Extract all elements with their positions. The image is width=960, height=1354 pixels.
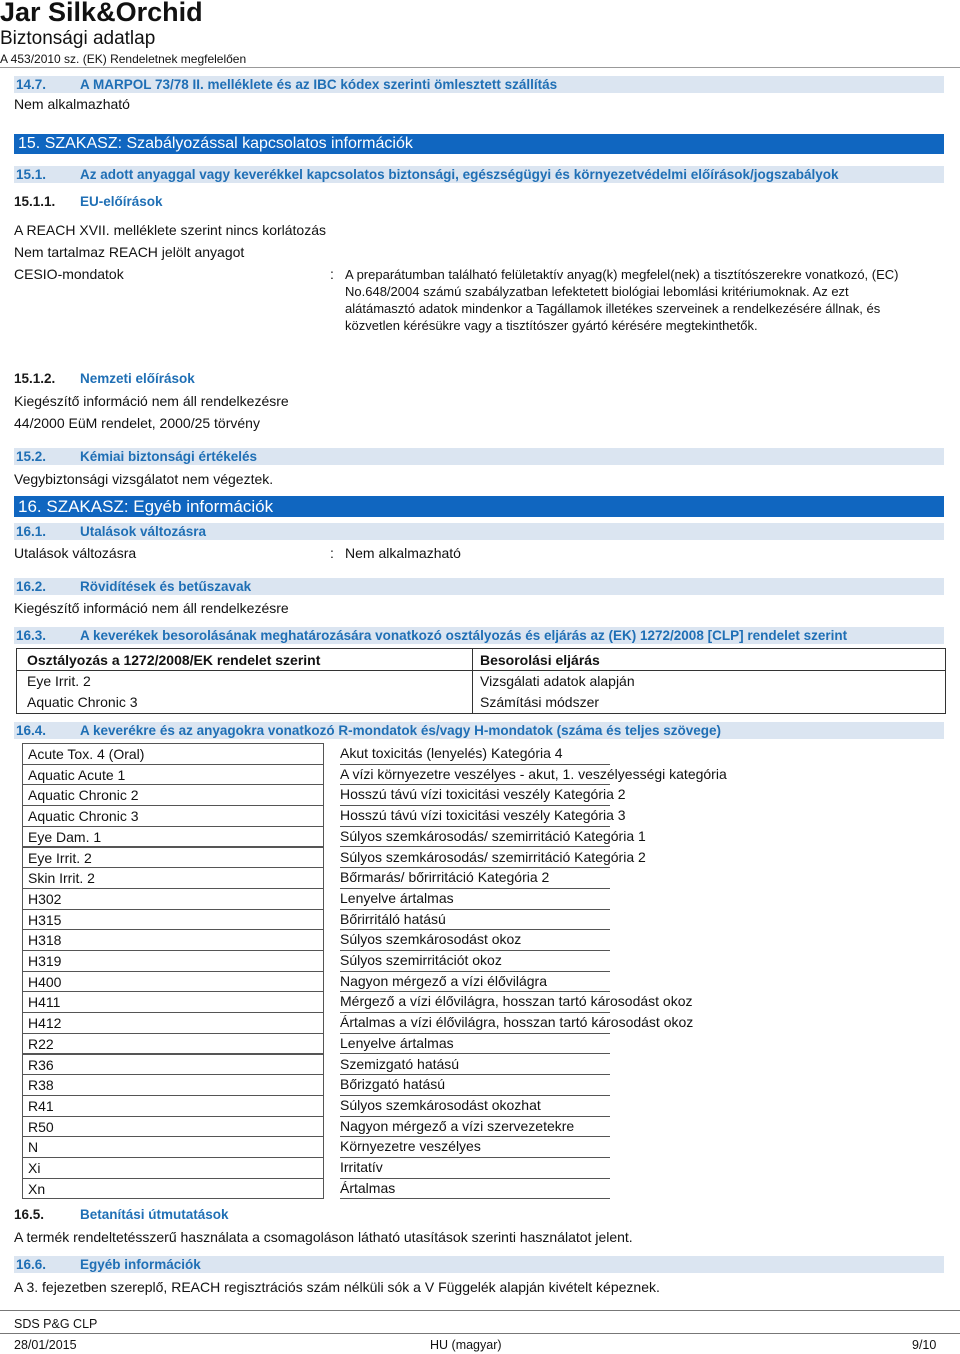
phrase-text-cell: Súlyos szemirritációt okoz (340, 950, 610, 972)
phrase-text-cell: Bőrmarás/ bőrirritáció Kategória 2 (340, 867, 610, 889)
section-16-header (14, 496, 944, 517)
phrase-code-cell: Acute Tox. 4 (Oral) (22, 743, 324, 765)
phrase-text-cell: Ártalmas a vízi élővilágra, hosszan tartó károsodást okoz (340, 1012, 610, 1034)
table-header-cell: Osztályozás a 1272/2008/EK rendelet szerint (27, 652, 321, 668)
phrase-text-cell: Súlyos szemkárosodást okoz (340, 929, 610, 951)
phrase-text-cell: Lenyelve ártalmas (340, 888, 610, 910)
phrase-code-cell: H302 (22, 888, 324, 910)
phrase-code-cell: R50 (22, 1116, 324, 1138)
national-law-text: 44/2000 EüM rendelet, 2000/25 törvény (14, 415, 260, 431)
phrase-text-cell: Mérgező a vízi élővilágra, hosszan tartó károsodást okoz (340, 991, 610, 1013)
phrase-code-cell: Skin Irrit. 2 (22, 867, 324, 889)
footer-rule (0, 1310, 960, 1311)
phrase-text-cell: Nagyon mérgező a vízi szervezetekre (340, 1116, 610, 1138)
subsection-15-1-header (14, 166, 944, 183)
product-title: Jar Silk&Orchid (0, 0, 203, 27)
subsection-number: 16.2. (16, 579, 47, 594)
cesio-label: CESIO-mondatok (14, 266, 124, 282)
subsection-16-4-header (14, 722, 944, 739)
phrase-text-cell: Nagyon mérgező a vízi élővilágra (340, 971, 610, 993)
subsection-title: Egyéb információk (80, 1257, 201, 1272)
cesio-colon: : (330, 266, 334, 282)
phrase-text-cell: Szemizgató hatású (340, 1054, 610, 1076)
subsection-number: 15.1. (16, 167, 47, 182)
cesio-line: A preparátumban található felületaktív anyag(k) megfelel(nek) a tisztítószerekre vonatkozó, (EC) (345, 267, 899, 282)
phrase-text-cell: Bőrirritáló hatású (340, 909, 610, 931)
regulation-line: A 453/2010 sz. (EK) Rendeletnek megfelelően (0, 52, 247, 66)
cesio-line: alátámasztó adatok mindenkor a Tagállamok illetékes szerveinek a rendelkezésére állnak, és (345, 301, 881, 316)
subsection-number: 16.5. (14, 1207, 45, 1222)
subsection-16-6-header (14, 1256, 944, 1273)
phrase-code-cell: Aquatic Chronic 3 (22, 805, 324, 827)
subsection-title: Kémiai biztonsági értékelés (80, 449, 258, 464)
section-title: 15. SZAKASZ: Szabályozással kapcsolatos információk (18, 135, 413, 152)
phrase-text-cell: Ártalmas (340, 1178, 610, 1200)
table-header-cell: Besorolási eljárás (480, 652, 600, 668)
phrase-code-cell: Eye Irrit. 2 (22, 847, 324, 869)
phrase-code-cell: Xn (22, 1178, 324, 1200)
table-cell: Számítási módszer (480, 694, 600, 710)
section-15-header (14, 134, 944, 154)
table-cell: Vizsgálati adatok alapján (480, 673, 635, 689)
subsection-title: Az adott anyaggal vagy keverékkel kapcsolatos biztonsági, egészségügyi és környezetvédelmi előírások/jogszabályok (80, 167, 839, 182)
changes-label: Utalások változásra (14, 545, 137, 561)
section-title: 16. SZAKASZ: Egyéb információk (18, 497, 274, 516)
phrase-code-cell: Aquatic Acute 1 (22, 764, 324, 786)
subsection-16-1-header (14, 523, 944, 540)
subsection-title: EU-előírások (80, 194, 163, 209)
cesio-line: No.648/2004 számú szabályzatban lefektetett biológiai lebomlási kritériumoknak. Az ezt (345, 284, 849, 299)
subsection-14-7-header (14, 76, 944, 93)
subsection-number: 16.1. (16, 524, 47, 539)
phrase-text-cell: Hosszú távú vízi toxicitási veszély Kategória 3 (340, 805, 610, 827)
table-divider (16, 670, 946, 671)
phrase-text-cell: A vízi környezetre veszélyes - akut, 1. veszélyességi kategória (340, 764, 610, 786)
cesio-line: közvetlen kérésükre vagy a tisztítószer gyártó kérésére megtekinthetők. (345, 318, 758, 333)
phrase-code-cell: R36 (22, 1054, 324, 1076)
phrase-text-cell: Környezetre veszélyes (340, 1136, 610, 1158)
phrase-text-cell: Bőrizgató hatású (340, 1074, 610, 1096)
phrase-text-cell: Irritatív (340, 1157, 610, 1179)
subsection-16-3-header (14, 627, 944, 644)
phrase-code-cell: Xi (22, 1157, 324, 1179)
subsection-title: Rövidítések és betűszavak (80, 579, 252, 594)
phrase-text-cell: Súlyos szemkárosodás/ szemirritáció Kategória 1 (340, 826, 610, 848)
phrase-code-cell: Eye Dam. 1 (22, 826, 324, 848)
phrase-code-cell: Aquatic Chronic 2 (22, 784, 324, 806)
phrase-text-cell: Súlyos szemkárosodást okozhat (340, 1095, 610, 1117)
subsection-number: 16.4. (16, 723, 47, 738)
phrase-code-cell: H315 (22, 909, 324, 931)
cesio-text-block (345, 266, 950, 334)
subsection-16-2-header (14, 578, 944, 595)
changes-colon: : (330, 545, 334, 561)
subsection-number: 15.1.2. (14, 371, 56, 386)
table-cell: Aquatic Chronic 3 (27, 694, 138, 710)
footer-date: 28/01/2015 (14, 1338, 77, 1352)
training-text: A termék rendeltetésszerű használata a csomagoláson látható utasítások szerinti használatot jelent. (14, 1229, 633, 1245)
reach-candidate-text: Nem tartalmaz REACH jelölt anyagot (14, 244, 245, 260)
national-info-text: Kiegészítő információ nem áll rendelkezésre (14, 393, 289, 409)
subsection-number: 16.6. (16, 1257, 47, 1272)
subsection-15-2-header (14, 448, 944, 465)
phrase-code-cell: R38 (22, 1074, 324, 1096)
phrase-code-cell: H400 (22, 971, 324, 993)
phrase-text-cell: Lenyelve ártalmas (340, 1033, 610, 1055)
phrase-code-cell: N (22, 1136, 324, 1158)
subsection-title: Utalások változásra (80, 524, 207, 539)
subsection-number: 16.3. (16, 628, 47, 643)
phrase-code-cell: R41 (22, 1095, 324, 1117)
table-cell: Eye Irrit. 2 (27, 673, 91, 689)
phrase-text-cell: Súlyos szemkárosodás/ szemirritáció Kategória 2 (340, 847, 610, 869)
changes-value: Nem alkalmazható (345, 545, 461, 561)
phrase-text-cell: Akut toxicitás (lenyelés) Kategória 4 (340, 743, 610, 765)
document-type: Biztonsági adatlap (0, 28, 156, 49)
subsection-number: 14.7. (16, 77, 47, 92)
phrase-code-cell: H319 (22, 950, 324, 972)
phrase-code-cell: H318 (22, 929, 324, 951)
footer-sds: SDS P&G CLP (14, 1317, 98, 1331)
phrase-code-cell: R22 (22, 1033, 324, 1055)
table-column-divider (472, 648, 473, 714)
phrase-text-cell: Hosszú távú vízi toxicitási veszély Kategória 2 (340, 784, 610, 806)
s14-7-text: Nem alkalmazható (14, 96, 130, 112)
footer-rule-bottom (0, 1333, 960, 1334)
subsection-title: A keverékre és az anyagokra vonatkozó R-mondatok és/vagy H-mondatok (száma és teljes szövege) (80, 723, 721, 738)
header-rule (0, 67, 960, 68)
subsection-title: A MARPOL 73/78 II. melléklete és az IBC kódex szerinti ömlesztett szállítás (80, 77, 558, 92)
subsection-number: 15.2. (16, 449, 47, 464)
other-info-text: A 3. fejezetben szereplő, REACH regisztrációs szám nélküli sók a V Függelék alapján kivételt képeznek. (14, 1279, 660, 1295)
hazard-phrases-table (16, 743, 946, 1203)
subsection-title: Nemzeti előírások (80, 371, 195, 386)
phrase-code-cell: H412 (22, 1012, 324, 1034)
phrase-code-cell: H411 (22, 991, 324, 1013)
subsection-number: 15.1.1. (14, 194, 56, 209)
subsection-title: A keverékek besorolásának meghatározására vonatkozó osztályozás és eljárás az (EK) 1272/2008 [CLP] rendelet szerint (80, 628, 848, 643)
footer-page: 9/10 (912, 1338, 937, 1352)
reach-annex-text: A REACH XVII. melléklete szerint nincs korlátozás (14, 222, 327, 238)
footer-language: HU (magyar) (430, 1338, 502, 1352)
chemical-safety-text: Vegybiztonsági vizsgálatot nem végeztek. (14, 471, 274, 487)
subsection-title: Betanítási útmutatások (80, 1207, 229, 1222)
abbreviations-text: Kiegészítő információ nem áll rendelkezésre (14, 600, 289, 616)
